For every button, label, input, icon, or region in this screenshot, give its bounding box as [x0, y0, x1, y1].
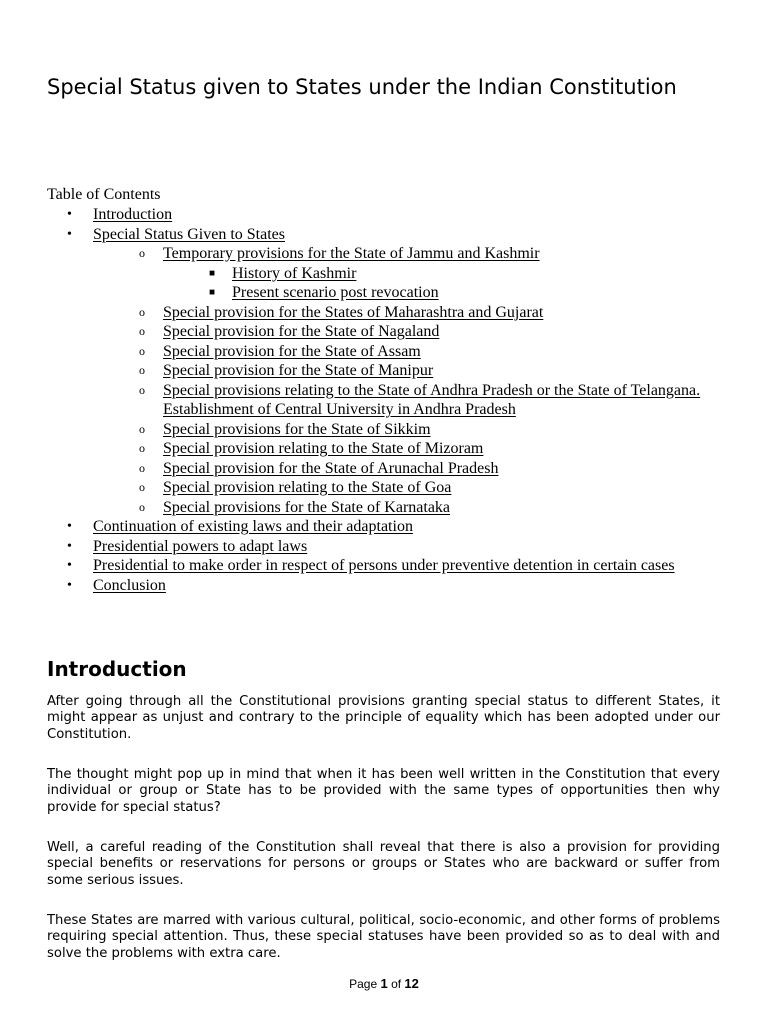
bullet-disc-icon: • [67, 226, 72, 242]
toc-link-present-scenario[interactable]: Present scenario post revocation [232, 284, 439, 301]
toc-link-introduction[interactable]: Introduction [93, 206, 173, 223]
bullet-circle-icon: o [139, 382, 145, 397]
bullet-circle-icon: o [139, 304, 145, 319]
bullet-circle-icon: o [139, 499, 145, 514]
toc-item [47, 537, 737, 557]
toc-link-nagaland[interactable]: Special provision for the State of Nagaland [163, 323, 440, 340]
bullet-square-icon: ■ [209, 287, 216, 298]
bullet-circle-icon: o [139, 441, 145, 455]
toc-link-andhra-telangana[interactable]: Special provisions relating to the State of Andhra Pradesh or the State of Telangana. Establishment of Central University in Andhra Pradesh [163, 381, 701, 418]
bullet-disc-icon: • [67, 558, 72, 573]
toc-item [47, 205, 737, 225]
document-title: Special Status given to States under the Indian Constitution [47, 75, 677, 99]
bullet-circle-icon: o [139, 324, 145, 338]
bullet-square-icon: ■ [209, 267, 216, 279]
toc-item [47, 478, 737, 498]
toc-item [47, 420, 737, 440]
toc-link-existing-laws[interactable]: Continuation of existing laws and their adaptation [93, 518, 413, 535]
introduction-heading: Introduction [47, 657, 187, 681]
toc-link-sikkim[interactable]: Special provisions for the State of Sikkim [163, 420, 431, 438]
toc-item [47, 244, 737, 264]
of-word: of [391, 977, 402, 991]
toc-link-mizoram[interactable]: Special provision relating to the State of Mizoram [163, 440, 484, 457]
bullet-circle-icon: o [139, 343, 145, 358]
bullet-circle-icon: o [139, 460, 145, 475]
toc-link-arunachal[interactable]: Special provision for the State of Arunachal Pradesh [163, 459, 499, 477]
bullet-disc-icon: • [67, 519, 72, 534]
toc-item [47, 498, 737, 518]
bullet-circle-icon: o [139, 480, 145, 494]
toc-item [47, 322, 737, 342]
current-page-number: 1 [380, 976, 388, 991]
intro-paragraph-4: These States are marred with various cultural, political, socio-economic, and other forms of problems requiring special attention. Thus, these special statuses have been provided so as to deal with and solve the problems with extra care. [47, 913, 720, 961]
page-word: Page [349, 977, 378, 991]
intro-paragraph-3: Well, a careful reading of the Constitution shall reveal that there is also a provision for providing special benefits or reservations for persons or groups or States who are backward or suffer from some serious issues. [47, 840, 720, 888]
toc-link-manipur[interactable]: Special provision for the State of Manipur [163, 362, 434, 379]
toc-link-preventive-detention[interactable]: Presidential to make order in respect of persons under preventive detention in certain cases [93, 557, 675, 574]
toc-link-maharashtra-gujarat[interactable]: Special provision for the States of Maharashtra and Gujarat [163, 303, 544, 321]
toc-link-goa[interactable]: Special provision relating to the State of Goa [163, 479, 452, 496]
table-of-contents [47, 185, 737, 595]
toc-list [47, 205, 737, 595]
bullet-disc-icon: • [67, 577, 72, 593]
toc-item [47, 303, 737, 323]
toc-item [47, 264, 737, 284]
toc-item [47, 556, 737, 576]
toc-item [47, 283, 737, 303]
toc-item [47, 439, 737, 459]
intro-paragraph-2: The thought might pop up in mind that when it has been well written in the Constitution that every individual or group or State has to be provided with the same types of opportunities then why provide for special status? [47, 767, 720, 815]
bullet-circle-icon: o [139, 421, 145, 436]
toc-item [47, 576, 737, 596]
toc-item [47, 381, 737, 420]
bullet-disc-icon: • [67, 538, 72, 554]
page-footer [0, 976, 768, 991]
toc-link-presidential-powers[interactable]: Presidential powers to adapt laws [93, 537, 308, 555]
toc-item [47, 342, 737, 362]
toc-item [47, 517, 737, 537]
toc-link-history-kashmir[interactable]: History of Kashmir [232, 264, 357, 282]
intro-paragraph-1: After going through all the Constitutional provisions granting special status to different States, it might appear as unjust and contrary to the principle of equality which has been adopted under our Constitution. [47, 694, 720, 742]
bullet-circle-icon: o [139, 246, 145, 260]
bullet-disc-icon: • [67, 207, 72, 222]
toc-link-karnataka[interactable]: Special provisions for the State of Karnataka [163, 498, 451, 516]
total-pages-number: 12 [404, 976, 419, 991]
toc-link-assam[interactable]: Special provision for the State of Assam [163, 342, 421, 360]
toc-item [47, 361, 737, 381]
toc-link-conclusion[interactable]: Conclusion [93, 576, 166, 594]
toc-item [47, 459, 737, 479]
toc-heading: Table of Contents [47, 186, 161, 203]
bullet-circle-icon: o [139, 363, 145, 377]
toc-link-jammu-kashmir[interactable]: Temporary provisions for the State of Jammu and Kashmir [163, 245, 540, 262]
toc-link-special-status[interactable]: Special Status Given to States [93, 225, 285, 243]
toc-item [47, 225, 737, 245]
